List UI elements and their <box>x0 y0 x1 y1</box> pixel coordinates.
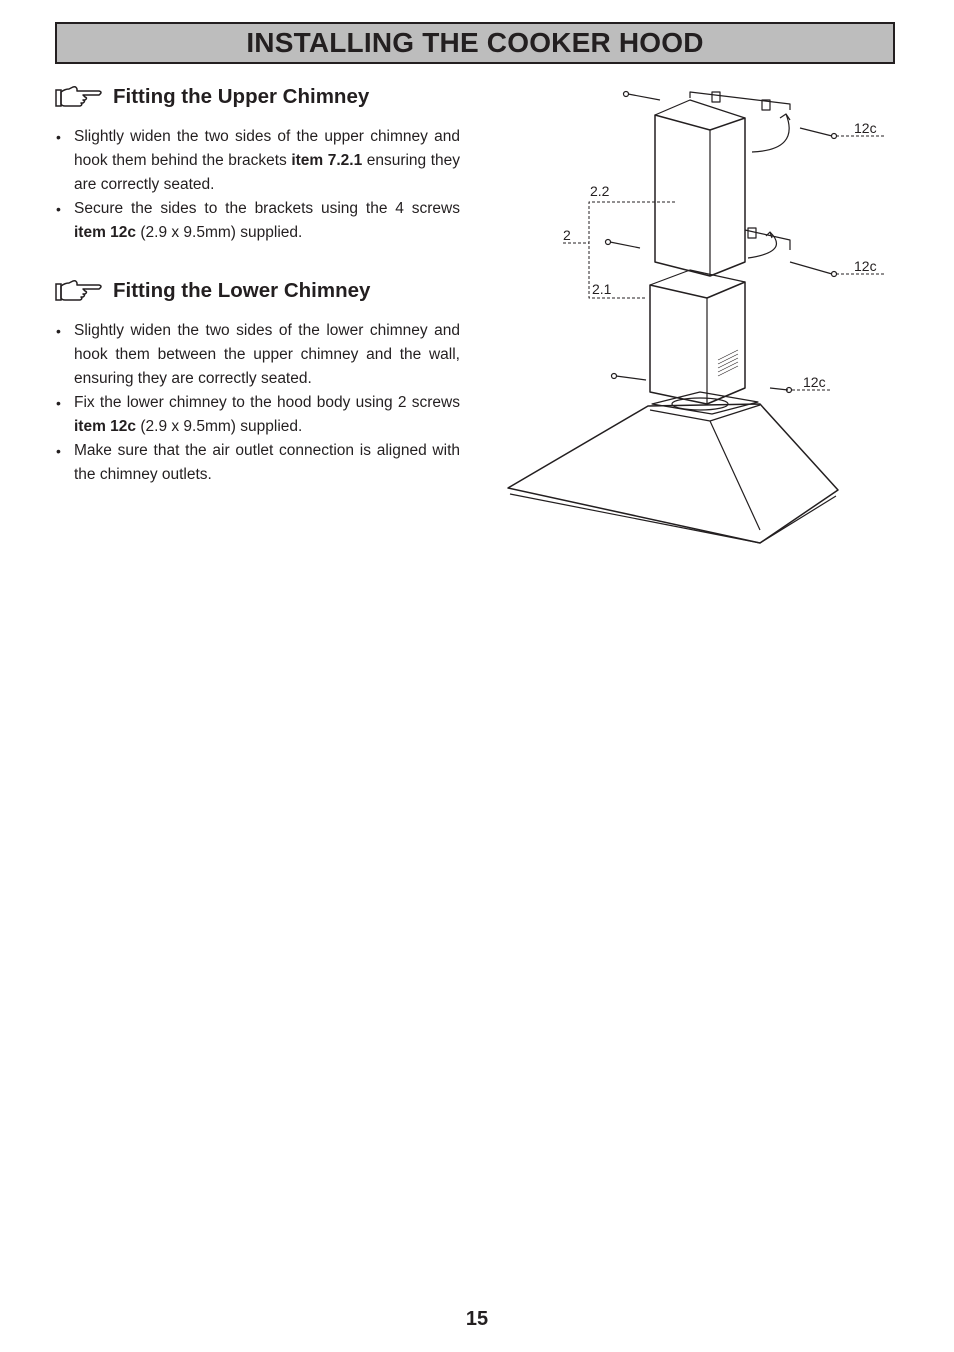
item-text: Slightly widen the two sides of the lower chimney and hook them between the upper chimney and the wall, ensuring they are correctly seated. <box>74 322 460 387</box>
section-heading: Fitting the Upper Chimney <box>113 85 370 108</box>
list-item <box>55 319 460 391</box>
label-screw-lower: 12c <box>803 374 826 390</box>
upper-chimney <box>655 115 745 276</box>
item-text: (2.9 x 9.5mm) supplied. <box>136 224 303 241</box>
vent-grille <box>718 350 738 376</box>
bracket-clip <box>712 92 720 102</box>
bullet-list <box>55 125 460 245</box>
list-item <box>55 391 460 439</box>
item-text: ensuring they are correctly seated. <box>74 152 460 193</box>
item-text: (2.9 x 9.5mm) supplied. <box>136 418 303 435</box>
item-ref: item 12c <box>74 224 137 241</box>
page-number: 15 <box>465 1308 489 1330</box>
item-text: Secure the sides to the brackets using the 4 screws <box>74 200 460 217</box>
screw-icon <box>770 388 792 393</box>
list-item <box>55 197 460 245</box>
item-ref: item 12c <box>74 418 137 435</box>
hood-body <box>508 404 838 543</box>
list-item <box>55 439 460 487</box>
label-lower-chimney: 2.1 <box>592 281 612 297</box>
pointing-hand-icon <box>55 278 105 304</box>
section-heading: Fitting the Lower Chimney <box>113 279 371 302</box>
screw-icon <box>800 128 837 139</box>
section-lower-chimney <box>55 277 460 487</box>
pointing-hand-icon <box>55 84 105 110</box>
item-text: Make sure that the air outlet connection is aligned with the chimney outlets. <box>74 442 460 483</box>
chimney-assembly-diagram <box>500 80 900 550</box>
label-chimney-assembly: 2 <box>563 227 571 243</box>
middle-bracket <box>745 230 790 250</box>
label-upper-chimney: 2.2 <box>590 183 610 199</box>
screw-icon <box>624 92 661 101</box>
page-title: INSTALLING THE COOKER HOOD <box>246 27 704 58</box>
page-title-bar <box>55 22 895 64</box>
label-screw-top: 12c <box>854 120 877 136</box>
bullet-list <box>55 319 460 487</box>
item-text: Fix the lower chimney to the hood body using 2 screws <box>74 394 460 411</box>
screw-icon <box>606 240 641 249</box>
rotate-arrow-top <box>752 114 790 152</box>
list-item <box>55 125 460 197</box>
upper-chimney-edge <box>655 100 745 276</box>
hood-front-edge <box>650 405 760 530</box>
label-screw-middle: 12c <box>854 258 877 274</box>
section-heading-row <box>55 83 460 111</box>
screw-icon <box>612 374 647 381</box>
hood-bottom-edge <box>510 494 836 543</box>
top-bracket <box>690 92 790 110</box>
lower-chimney <box>650 282 745 404</box>
item-text: Slightly widen the two sides of the upper chimney and hook them behind the brackets <box>74 128 460 169</box>
bracket-clip <box>748 228 756 238</box>
section-heading-row <box>55 277 460 305</box>
diagram-svg <box>500 80 900 550</box>
item-ref: item 7.2.1 <box>291 152 363 169</box>
section-upper-chimney <box>55 83 460 245</box>
lower-chimney-edge <box>650 270 745 404</box>
screw-icon <box>790 262 837 277</box>
